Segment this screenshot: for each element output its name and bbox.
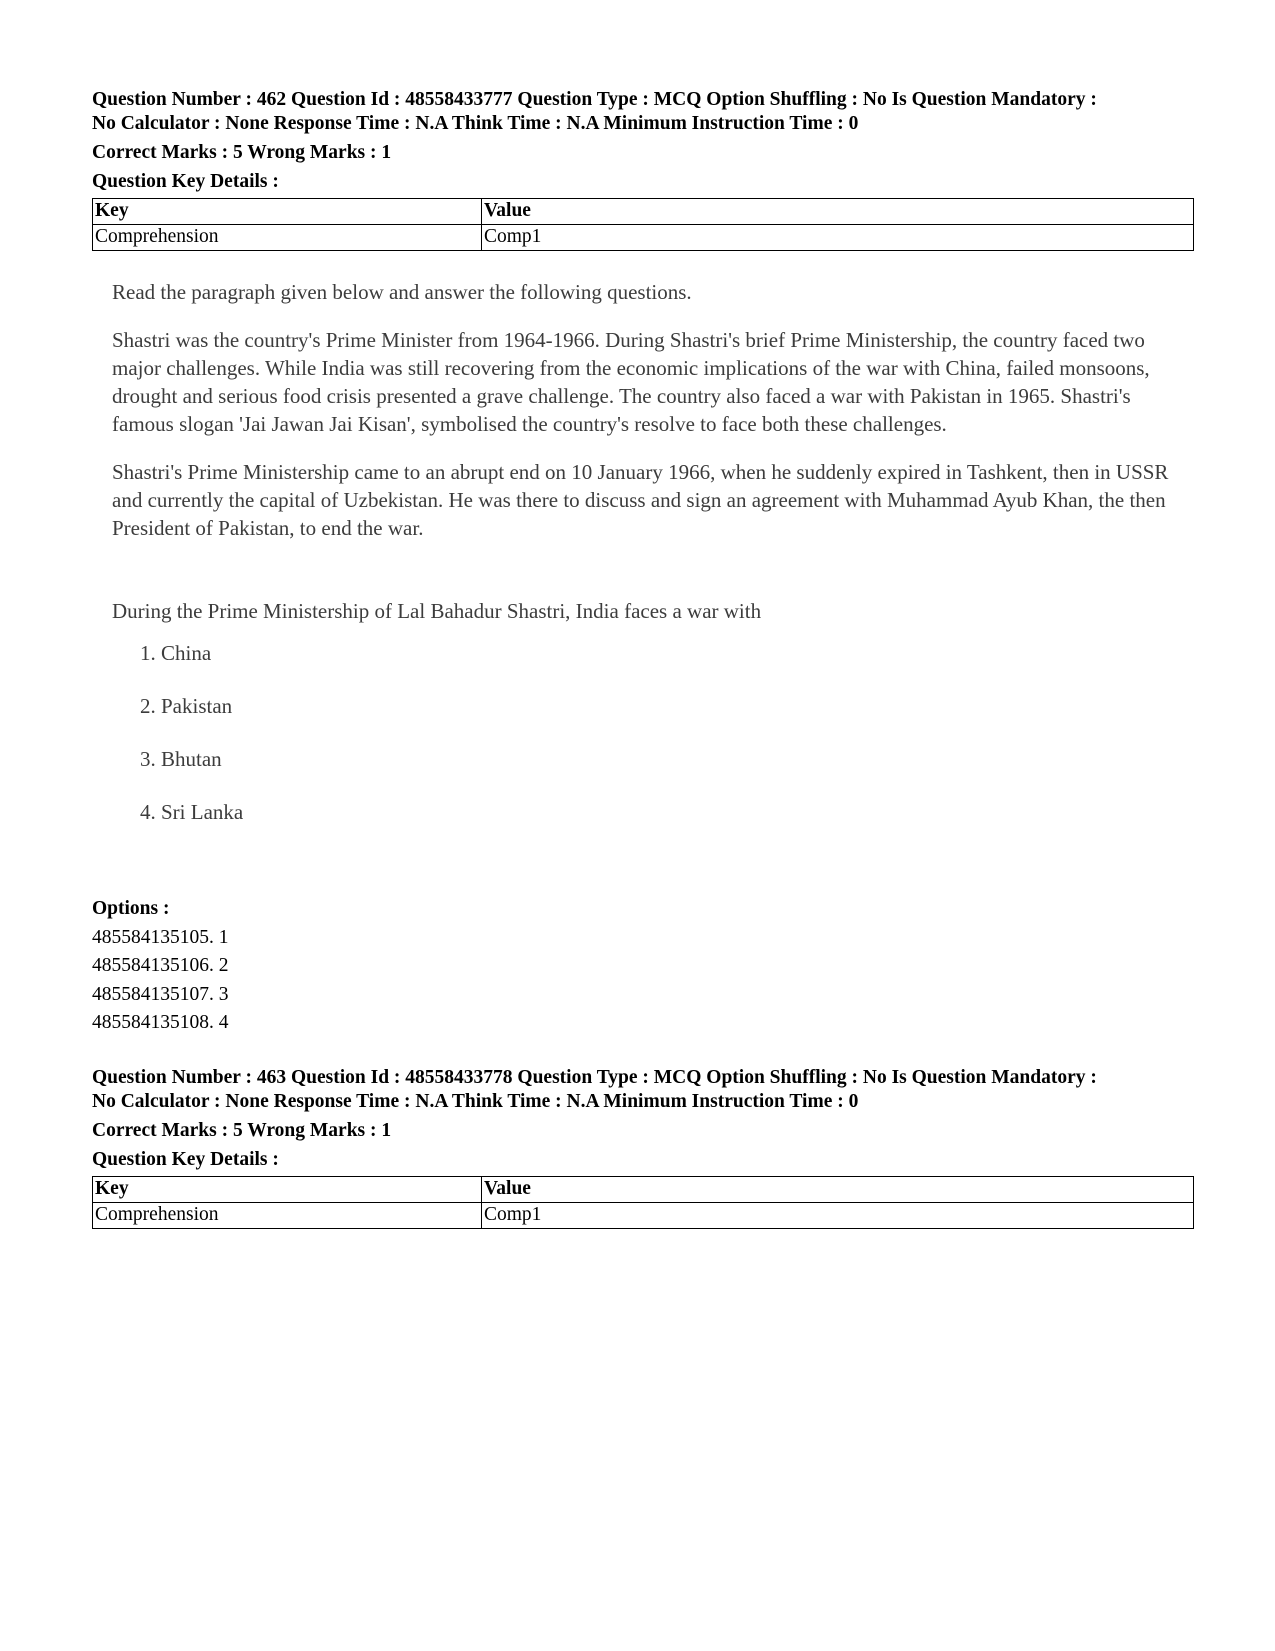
choice-list bbox=[112, 639, 1172, 826]
key-table-header-key: Key bbox=[93, 199, 482, 225]
option-item: 485584135105. 1 bbox=[92, 926, 229, 948]
question-meta-line-1: Question Number : 462 Question Id : 48558433777 Question Type : MCQ Option Shuffling : No Is Question Mandatory : bbox=[92, 89, 1097, 110]
choice-item: 3. Bhutan bbox=[140, 747, 222, 771]
key-table-header-key: Key bbox=[93, 1177, 482, 1203]
key-table-header-value: Value bbox=[482, 199, 1194, 225]
key-table-cell-key: Comprehension bbox=[93, 1203, 482, 1229]
key-table-row bbox=[93, 225, 1194, 251]
question-meta-line-2: No Calculator : None Response Time : N.A Think Time : N.A Minimum Instruction Time : 0 bbox=[92, 113, 859, 134]
question-stem: During the Prime Ministership of Lal Bahadur Shastri, India faces a war with bbox=[112, 599, 762, 623]
choice-item: 2. Pakistan bbox=[140, 694, 233, 718]
option-item: 485584135107. 3 bbox=[92, 983, 229, 1005]
key-table-header-row bbox=[93, 1177, 1194, 1203]
option-item: 485584135108. 4 bbox=[92, 1012, 229, 1033]
key-table-cell-value: Comp1 bbox=[482, 1203, 1194, 1229]
choice-item: 1. China bbox=[140, 641, 212, 665]
question-meta-line-1: Question Number : 463 Question Id : 48558433778 Question Type : MCQ Option Shuffling : No Is Question Mandatory : bbox=[92, 1067, 1097, 1088]
choice-item: 4. Sri Lanka bbox=[140, 800, 244, 824]
question-meta bbox=[92, 88, 1192, 136]
key-table-header-value: Value bbox=[482, 1177, 1194, 1203]
options-label: Options : bbox=[92, 898, 170, 919]
options-block bbox=[92, 895, 229, 1038]
comprehension-passage bbox=[112, 278, 1172, 851]
question-key-table bbox=[92, 1176, 1194, 1229]
question-463-header bbox=[92, 1066, 1192, 1229]
question-key-table bbox=[92, 198, 1194, 251]
key-table-cell-value: Comp1 bbox=[482, 225, 1194, 251]
question-meta bbox=[92, 1066, 1192, 1114]
question-marks: Correct Marks : 5 Wrong Marks : 1 bbox=[92, 1120, 392, 1141]
key-table-cell-key: Comprehension bbox=[93, 225, 482, 251]
question-key-details-heading: Question Key Details : bbox=[92, 171, 279, 192]
question-key-details-heading: Question Key Details : bbox=[92, 1149, 279, 1170]
key-table-row bbox=[93, 1203, 1194, 1229]
passage-intro: Read the paragraph given below and answer the following questions. bbox=[112, 280, 692, 304]
question-meta-line-2: No Calculator : None Response Time : N.A Think Time : N.A Minimum Instruction Time : 0 bbox=[92, 1091, 859, 1112]
question-462-header bbox=[92, 88, 1192, 251]
passage-paragraph-2: Shastri's Prime Ministership came to an abrupt end on 10 January 1966, when he suddenly expired in Tashkent, then in USSR and currently the capital of Uzbekistan. He was there to discuss and sign an agreement with Muhammad Ayub Khan, the then President of Pakistan, to end the war. bbox=[112, 460, 1169, 540]
question-marks: Correct Marks : 5 Wrong Marks : 1 bbox=[92, 142, 392, 163]
key-table-header-row bbox=[93, 199, 1194, 225]
option-item: 485584135106. 2 bbox=[92, 955, 229, 976]
passage-paragraph-1: Shastri was the country's Prime Minister from 1964-1966. During Shastri's brief Prime Ministership, the country faced two major challenges. While India was still recovering from the economic implications of the war with China, failed monsoons, drought and serious food crisis presented a grave challenge. The country also faced a war with Pakistan in 1965. Shastri's famous slogan 'Jai Jawan Jai Kisan', symbolised the country's resolve to face both these challenges. bbox=[112, 328, 1150, 436]
